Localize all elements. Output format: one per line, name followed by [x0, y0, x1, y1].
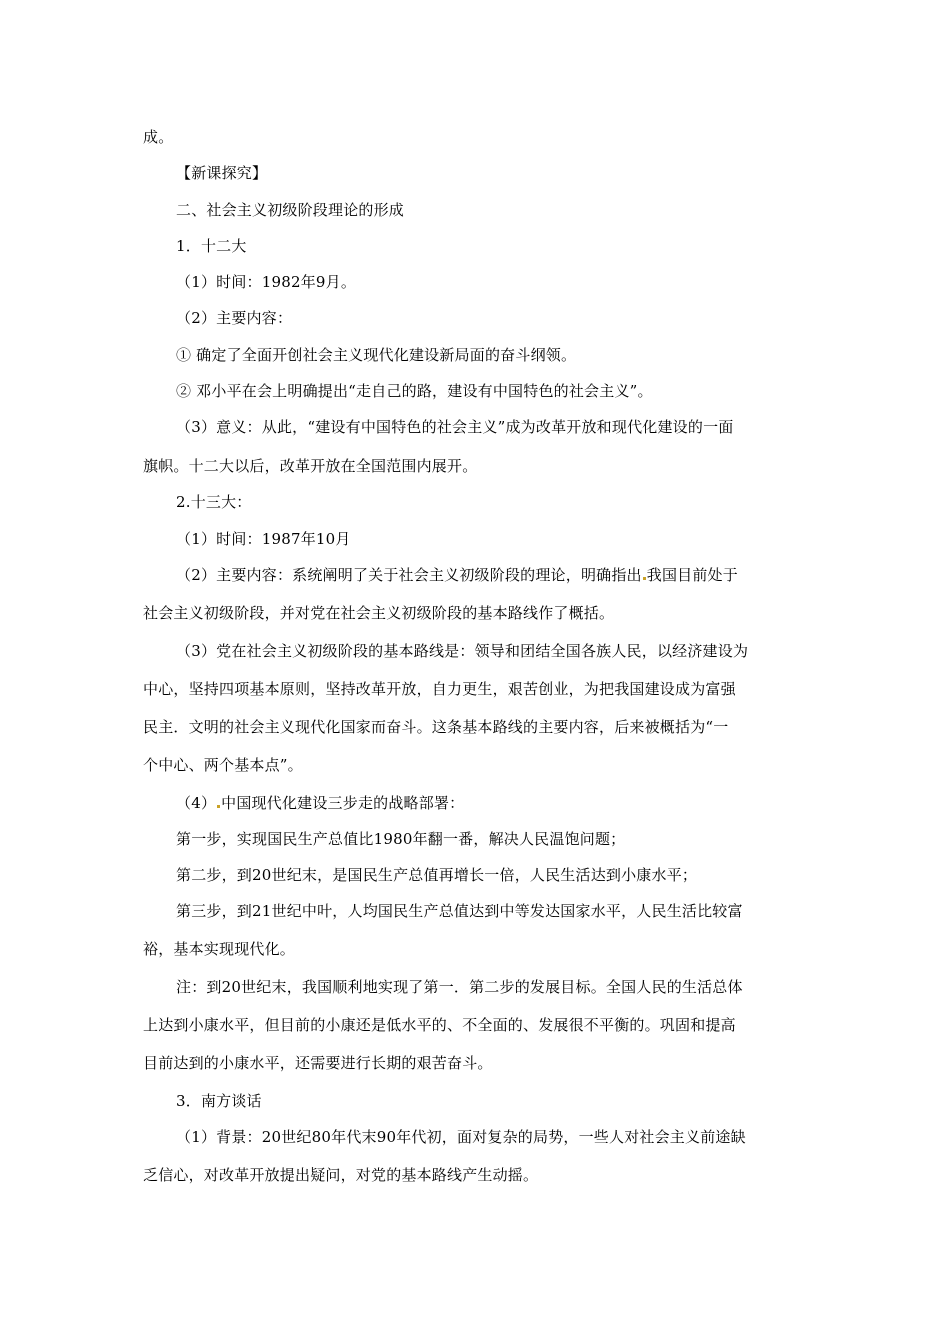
- subsection-title: 3．南方谈话: [176, 1092, 262, 1110]
- text-line: 民主．文明的社会主义现代化国家而奋斗。这条基本路线的主要内容，后来被概括为“一: [143, 718, 729, 736]
- edit-mark: [643, 577, 646, 580]
- text-span: 中国现代化建设三步走的战略部署：: [221, 794, 465, 812]
- note-line: 注：到20世纪末，我国顺利地实现了第一．第二步的发展目标。全国人民的生活总体: [176, 978, 743, 996]
- text-line: （3）党在社会主义初级阶段的基本路线是：领导和团结全国各族人民，以经济建设为: [176, 642, 749, 660]
- subsection-title: 1．十二大: [176, 237, 247, 255]
- text-span: （4）: [176, 794, 217, 812]
- subsection-title: 2.十三大：: [176, 493, 252, 511]
- text-line: 中心，坚持四项基本原则，坚持改革开放，自力更生，艰苦创业，为把我国建设成为富强: [143, 680, 736, 698]
- section-heading: 【新课探究】: [176, 164, 268, 182]
- text-line: [176, 565, 816, 585]
- text-line: （2）主要内容：: [176, 309, 293, 327]
- text-line: [176, 793, 816, 813]
- text-line: 裕，基本实现现代化。: [143, 940, 296, 958]
- text-line: 第二步，到20世纪末，是国民生产总值再增长一倍，人民生活达到小康水平；: [176, 866, 698, 884]
- section-title: 二、社会主义初级阶段理论的形成: [176, 201, 405, 219]
- text-line: 第一步，实现国民生产总值比1980年翻一番，解决人民温饱问题；: [176, 830, 626, 848]
- text-line: 第三步，到21世纪中叶，人均国民生产总值达到中等发达国家水平，人民生活比较富: [176, 902, 743, 920]
- text-line: （1）时间：1982年9月。: [176, 273, 357, 291]
- note-line: 目前达到的小康水平，还需要进行长期的艰苦奋斗。: [143, 1054, 493, 1072]
- edit-mark: [217, 805, 220, 808]
- text-line: 个中心、两个基本点”。: [143, 756, 303, 774]
- list-item: ② 邓小平在会上明确提出“走自己的路，建设有中国特色的社会主义”。: [176, 382, 653, 400]
- text-line: 成。: [143, 128, 174, 146]
- list-item: ① 确定了全面开创社会主义现代化建设新局面的奋斗纲领。: [176, 346, 577, 364]
- text-span: （2）主要内容：系统阐明了关于社会主义初级阶段的理论，明确指出: [176, 566, 642, 584]
- text-line: （1）时间：1987年10月: [176, 530, 351, 548]
- text-line: 旗帜。十二大以后，改革开放在全国范围内展开。: [143, 457, 478, 475]
- text-line: （3）意义：从此，“建设有中国特色的社会主义”成为改革开放和现代化建设的一面: [176, 418, 734, 436]
- text-line: 乏信心，对改革开放提出疑问，对党的基本路线产生动摇。: [143, 1166, 539, 1184]
- text-line: 社会主义初级阶段，并对党在社会主义初级阶段的基本路线作了概括。: [143, 604, 615, 622]
- text-line: （1）背景：20世纪80年代末90年代初，面对复杂的局势，一些人对社会主义前途缺: [176, 1128, 746, 1146]
- text-span: 我国目前处于: [646, 566, 738, 584]
- note-line: 上达到小康水平，但目前的小康还是低水平的、不全面的、发展很不平衡的。巩固和提高: [143, 1016, 736, 1034]
